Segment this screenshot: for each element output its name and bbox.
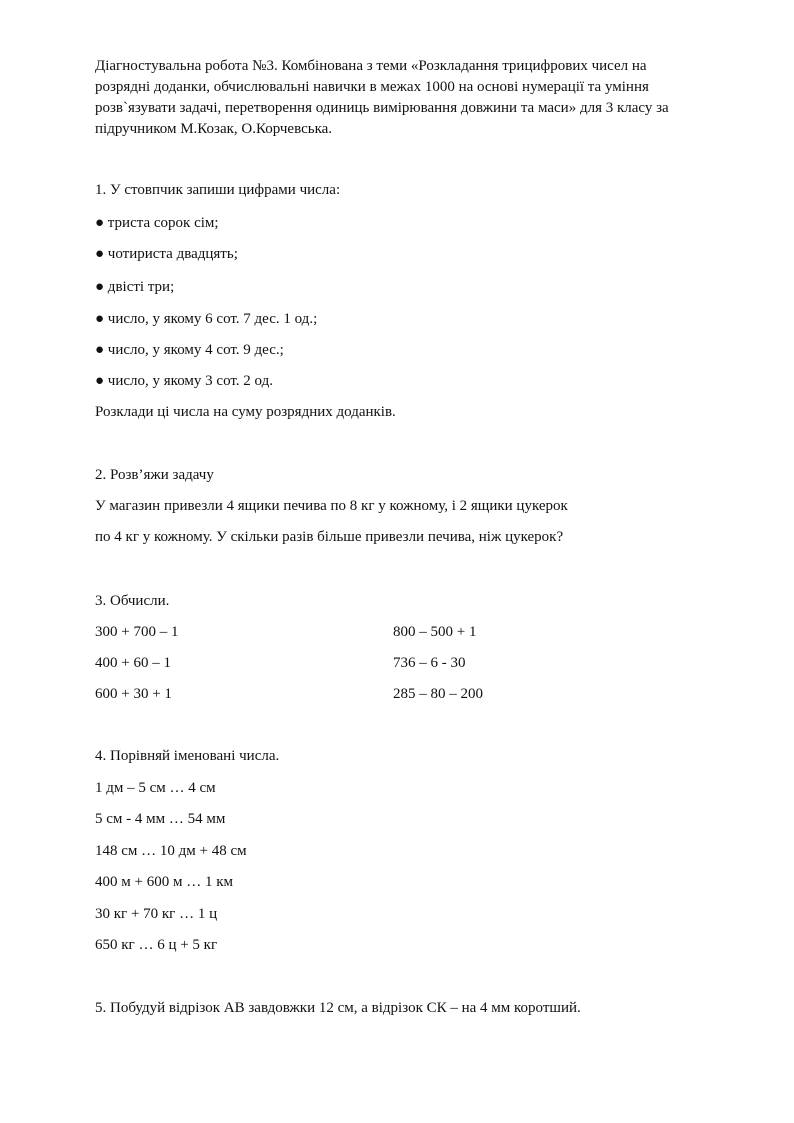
task2-line-2: по 4 кг у кожному. У скільки разів більше привезли печива, ніж цукерок?	[95, 529, 564, 545]
task2-line-1: У магазин привезли 4 ящики печива по 8 кг у кожному, і 2 ящики цукерок	[95, 498, 568, 514]
task3-left-expr: 600 + 30 + 1	[95, 686, 172, 702]
task1-item: ● число, у якому 3 сот. 2 од.	[95, 373, 273, 389]
task4-item: 1 дм – 5 см … 4 см	[95, 780, 216, 796]
task1-item: ● двісті три;	[95, 279, 175, 295]
task3-right-expr: 736 – 6 - 30	[393, 655, 466, 671]
task1-footer: Розклади ці числа на суму розрядних доданків.	[95, 404, 396, 420]
task3-left-expr: 300 + 700 – 1	[95, 624, 179, 640]
header-line-4: підручником М.Козак, О.Корчевська.	[95, 121, 333, 137]
task5-title: 5. Побудуй відрізок АВ завдовжки 12 см, а відрізок СК – на 4 мм коротший.	[95, 1000, 581, 1016]
task2-title: 2. Розв’яжи задачу	[95, 467, 214, 483]
header-line-2: розрядні доданки, обчислювальні навички в межах 1000 на основі нумерації та уміння	[95, 79, 649, 95]
task1-item: ● чотириста двадцять;	[95, 246, 238, 262]
task1-item: ● триста сорок сім;	[95, 215, 219, 231]
task3-left-expr: 400 + 60 – 1	[95, 655, 171, 671]
task1-item: ● число, у якому 6 сот. 7 дес. 1 од.;	[95, 311, 318, 327]
header-line-1: Діагностувальна робота №3. Комбінована з теми «Розкладання трицифрових чисел на	[95, 58, 647, 74]
task4-item: 650 кг … 6 ц + 5 кг	[95, 937, 218, 953]
task3-right-expr: 285 – 80 – 200	[393, 686, 483, 702]
task1-item: ● число, у якому 4 сот. 9 дес.;	[95, 342, 284, 358]
header-line-3: розв`язувати задачі, перетворення одиниць вимірювання довжини та маси» для 3 класу за	[95, 100, 669, 116]
task1-title: 1. У стовпчик запиши цифрами числа:	[95, 182, 341, 198]
task4-item: 5 см - 4 мм … 54 мм	[95, 811, 226, 827]
task4-item: 30 кг + 70 кг … 1 ц	[95, 906, 218, 922]
task4-title: 4. Порівняй іменовані числа.	[95, 748, 280, 764]
task4-item: 400 м + 600 м … 1 км	[95, 874, 233, 890]
task3-title: 3. Обчисли.	[95, 593, 170, 609]
task4-item: 148 см … 10 дм + 48 см	[95, 843, 247, 859]
task3-right-expr: 800 – 500 + 1	[393, 624, 477, 640]
